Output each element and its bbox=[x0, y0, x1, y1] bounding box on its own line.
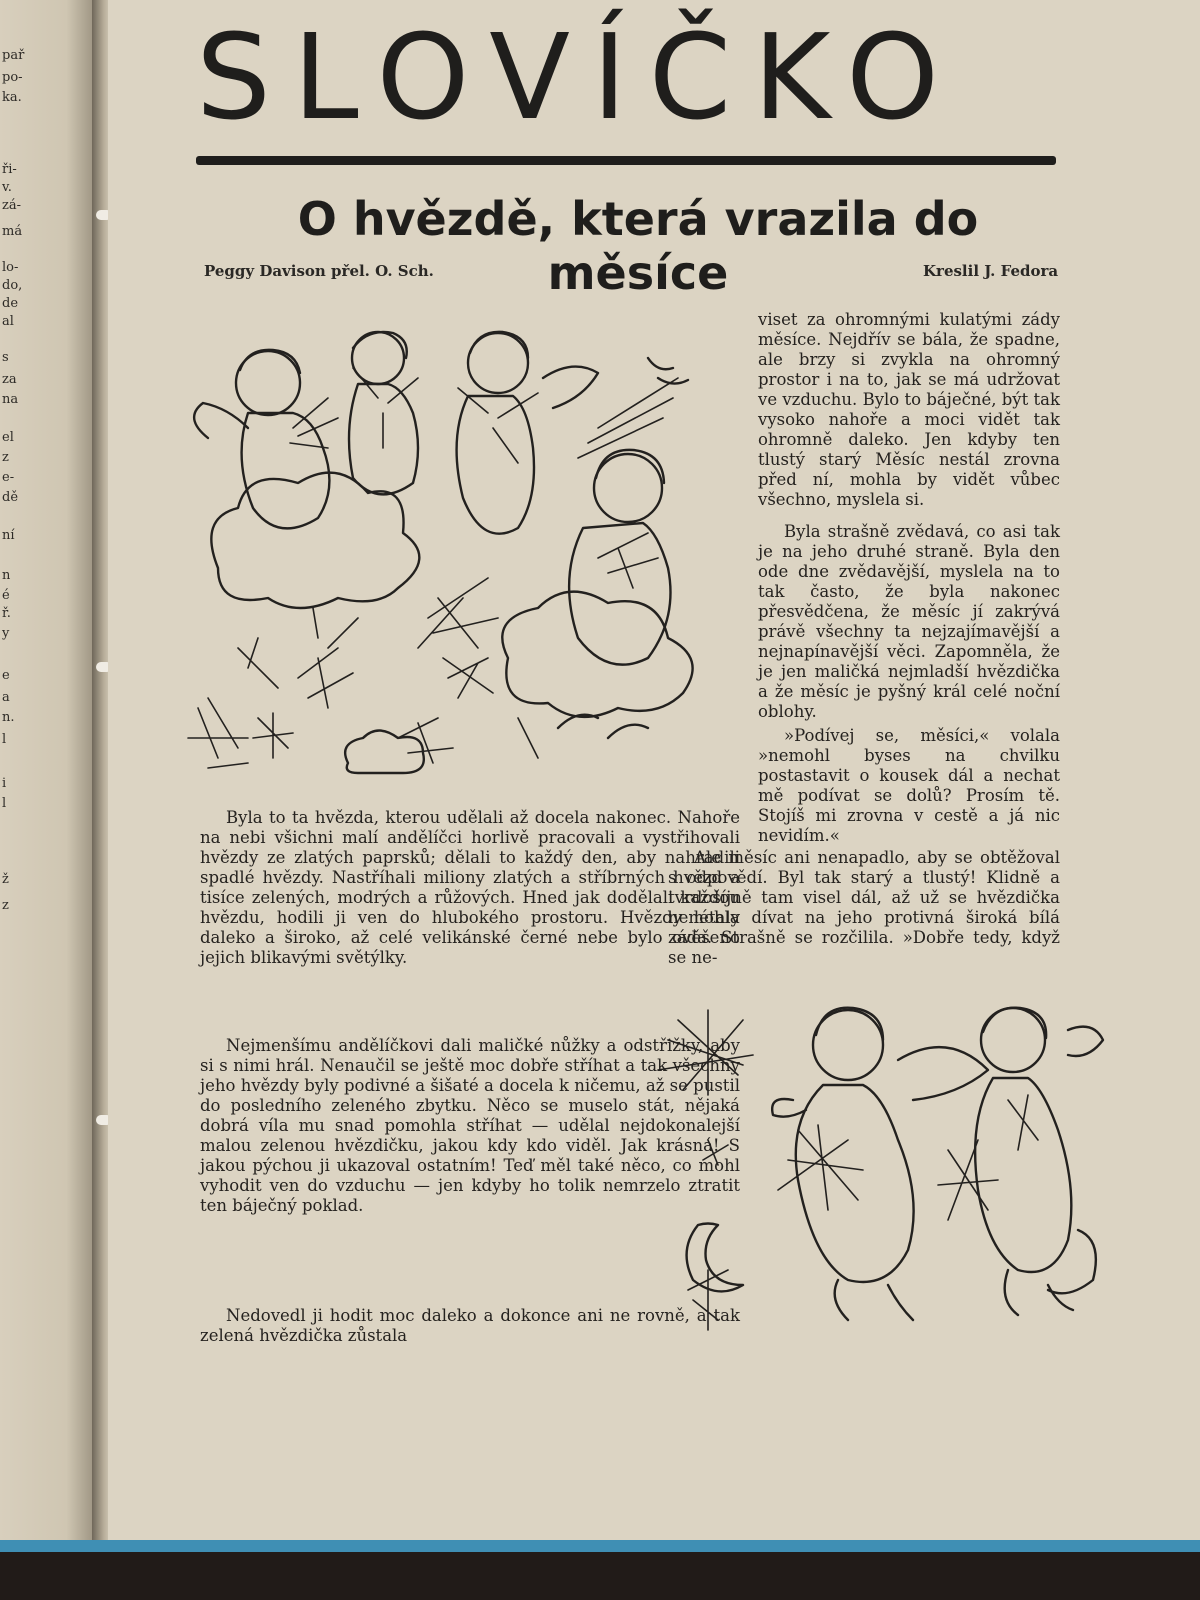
story-paragraph: viset za ohromnými kulatými zády měsíce. Nejdřív se bála, že spadne, ale brzy si zvykla na ohromný prostor i na to, jak se má udržovat ve vzduchu. Bylo to báječné, být tak vysoko nahoře a moci vidět tak ohromně daleko. Jen kdyby ten tlustý starý Měsíc nestál zrovna před ní, mohla by vidět vůbec všechno, myslela si. bbox=[758, 310, 1060, 509]
magazine-masthead: SLOVÍČKO bbox=[196, 8, 961, 146]
left-page-text-fragment: al bbox=[2, 314, 14, 329]
left-page-text-fragment: v. bbox=[2, 180, 12, 195]
story-illustrator: Kreslil J. Fedora bbox=[923, 262, 1059, 280]
cherubs-cutting-stars-illustration bbox=[178, 318, 723, 788]
left-page-text-fragment: za bbox=[2, 372, 17, 387]
left-page-text-fragment: y bbox=[2, 626, 10, 641]
left-page-text-fragment: do, bbox=[2, 278, 23, 293]
page-blue-edge bbox=[0, 1540, 1200, 1552]
table-surface bbox=[0, 1552, 1200, 1600]
left-page-text-fragment: na bbox=[2, 392, 19, 407]
left-page-text-fragment: a bbox=[2, 690, 10, 705]
magazine-page bbox=[108, 0, 1200, 1540]
left-page-text-fragment: ř. bbox=[2, 606, 11, 621]
left-page-text-fragment: n. bbox=[2, 710, 15, 725]
story-paragraph: Nejmenšímu andělíčkovi dali maličké nůžky a odstřižky, aby si s nimi hrál. Nenaučil se ještě moc dobře stříhat a tak všechny jeho hvězdy byly podivné a šišaté a docela k ničemu, až se pustil do posledního zeleného zbytku. Něco se muselo stát, nějaká dobrá víla mu snad pomohla stříhat — udělal nejdokonalejší malou zelenou hvězdičku, jakou kdy kdo viděl. Jak krásná! S jakou pýchou ji ukazoval ostatním! Teď měl také něco, co mohl vyhodit ven do vzduchu — jen kdyby ho tolik nemrzelo ztratit ten báječný poklad. bbox=[200, 1036, 740, 1215]
left-page-text-fragment: s bbox=[2, 350, 9, 365]
left-page-text-fragment: e- bbox=[2, 470, 15, 485]
left-page-text-fragment: z bbox=[2, 898, 9, 913]
left-page-text-fragment: má bbox=[2, 224, 23, 239]
left-page-text-fragment: ž bbox=[2, 872, 9, 887]
story-paragraph: Ale měsíc ani nenapadlo, aby se obtěžoval s odpovědí. Byl tak starý a tlustý! Klidně a tvrdošíjně tam visel dál, až už se hvězdička nemohla dívat na jeho protivná široká bílá záda. Strašně se rozčilila. »Dobře tedy, když se ne- bbox=[668, 848, 1060, 967]
story-paragraph: Byla to ta hvězda, kterou udělali až docela nakonec. Nahoře na nebi všichni malí andělíčci horlivě pracovali a vystřihovali hvězdy ze zlatých paprsků; dělali to každý den, aby nahradili spadlé hvězdy. Nastříhali miliony zlatých a stříbrných hvězd a tisíce zelených, modrých a růžových. Hned jak dodělali každou hvězdu, hodili ji ven do hlubokého prostoru. Hvězdy létaly daleko a široko, až celé velikánské černé nebe bylo ověšeno jejich blikavými světýlky. bbox=[200, 808, 740, 967]
left-page-text-fragment: pař bbox=[2, 48, 25, 63]
left-page-text-fragment: el bbox=[2, 430, 14, 445]
left-page-text-fragment: l bbox=[2, 732, 7, 747]
left-page-text-fragment: ka. bbox=[2, 90, 22, 105]
left-page-text-fragment: ři- bbox=[2, 162, 17, 177]
left-page-text-fragment: i bbox=[2, 776, 7, 791]
left-page-text-fragment: dě bbox=[2, 490, 19, 505]
story-paragraph: Nedovedl ji hodit moc daleko a dokonce ani ne rovně, a tak zelená hvězdička zůstala bbox=[200, 1306, 740, 1345]
story-paragraph: Byla strašně zvědavá, co asi tak je na jeho druhé straně. Byla den ode dne zvědavější, myslela na to tak často, že byla nakonec přesvědčena, že měsíc jí zakrývá právě všechny ta nejzajímavější a nejnapínavější věci. Zapomněla, že je jen maličká nejmladší hvězdička a že měsíc je pyšný král celé noční oblohy. bbox=[758, 522, 1060, 721]
left-page-text-fragment: e bbox=[2, 668, 10, 683]
left-page-text-fragment: n bbox=[2, 568, 11, 583]
left-page-text-fragment: zá- bbox=[2, 198, 21, 213]
left-page-text-fragment: de bbox=[2, 296, 19, 311]
left-page-text-fragment: z bbox=[2, 450, 9, 465]
masthead-rule bbox=[196, 156, 1056, 165]
story-title: O hvězdě, která vrazila do měsíce bbox=[297, 192, 979, 300]
left-page-text-fragment: é bbox=[2, 588, 10, 603]
left-page-text-fragment: lo- bbox=[2, 260, 19, 275]
story-author: Peggy Davison přel. O. Sch. bbox=[204, 262, 434, 280]
left-page-text-fragment: l bbox=[2, 796, 7, 811]
story-paragraph: »Podívej se, měsíci,« volala »nemohl byses na chvilku postastavit o kousek dál a nechat mě podívat se dolů? Prosím tě. Stojíš mi zrovna v cestě a já nic nevidím.« bbox=[758, 726, 1060, 845]
left-page-text-fragment: ní bbox=[2, 528, 15, 543]
left-page-edge bbox=[0, 0, 95, 1540]
left-page-text-fragment: po- bbox=[2, 70, 23, 85]
